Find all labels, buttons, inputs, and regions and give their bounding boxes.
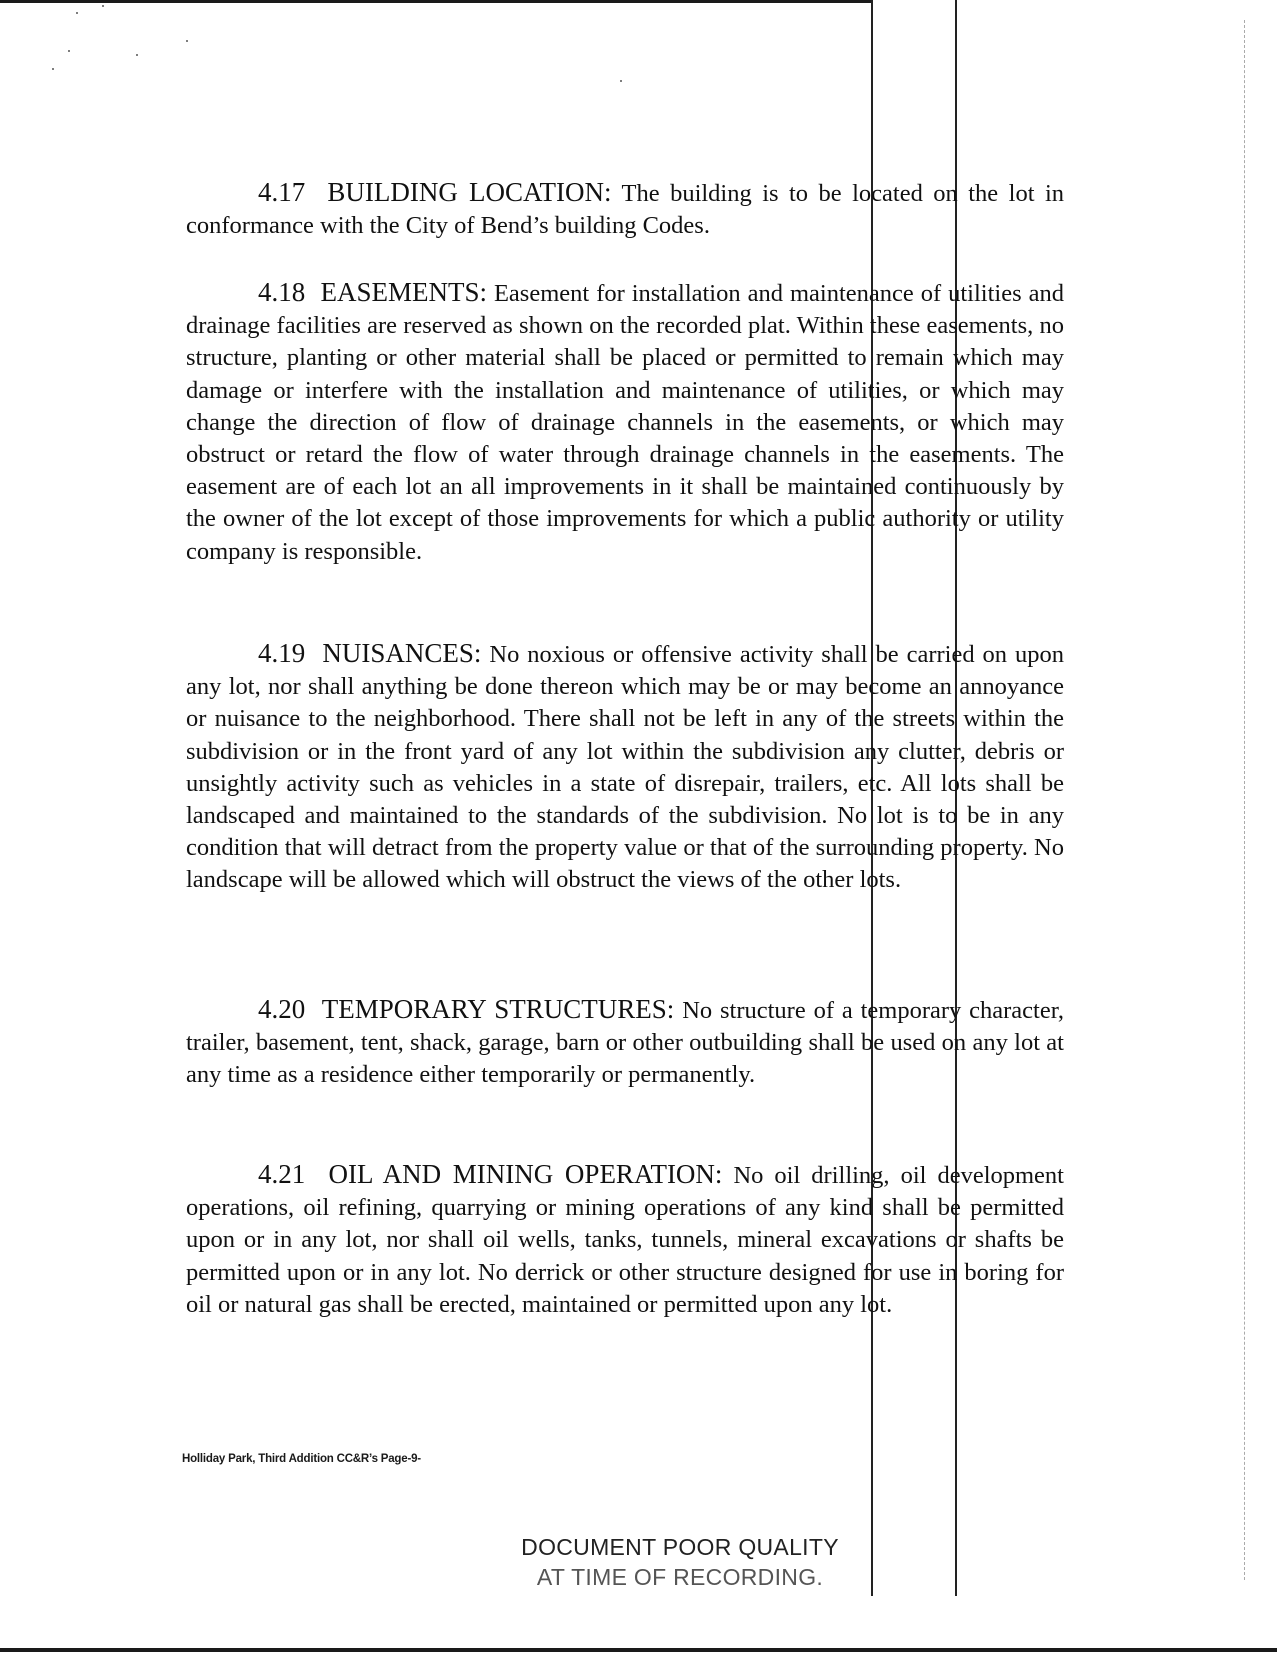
section-4-17 (186, 176, 1064, 242)
section-4-19 (186, 637, 1064, 897)
scan-speck (52, 68, 54, 70)
recording-quality-stamp (480, 1532, 880, 1592)
section-4-19-title: NUISANCES: (322, 638, 482, 668)
section-4-17-number: 4.17 (258, 177, 306, 207)
section-4-21-heading (258, 1159, 722, 1189)
section-4-20-heading (258, 994, 674, 1024)
stamp-line-1: DOCUMENT POOR QUALITY (521, 1534, 839, 1560)
section-4-18-number: 4.18 (258, 277, 306, 307)
scan-speck (68, 50, 70, 52)
section-4-21-title: OIL AND MINING OPERATION: (328, 1159, 723, 1189)
section-4-21 (186, 1158, 1064, 1321)
section-4-19-heading (258, 638, 481, 668)
section-4-18-body: Easement for installation and maintenance of utilities and drainage facilities are reserved as shown on the recorded plat. Within these easements, no structure, planting or other material shall be placed or permitted to remain which may damage or interfere with the installation and maintenance of utilities, or which may change the direction of flow of drainage channels in the easements, or which may obstruct or retard the flow of water through drainage channels in the easements. The easement are of each lot an all improvements in it shall be maintained continuously by the owner of the lot except of those improvements for which a public authority or utility company is responsible. (186, 280, 1064, 565)
scan-speck (186, 40, 188, 42)
section-4-21-body: No oil drilling, oil development operations, oil refining, quarrying or mining operations of any kind shall be permitted upon or in any lot, nor shall oil wells, tanks, tunnels, mineral excavations or shafts be permitted upon or in any lot. No derrick or other structure designed for use in boring for oil or natural gas shall be erected, maintained or permitted upon any lot. (186, 1162, 1064, 1318)
scan-speck (76, 12, 78, 14)
section-4-19-body: No noxious or offensive activity shall be carried on upon any lot, nor shall anything be done thereon which may be or may become an annoyance or nuisance to the neighborhood. There shall not be left in any of the streets within the subdivision or in the front yard of any lot within the subdivision any clutter, debris or unsightly activity such as vehicles in a state of disrepair, trailers, etc. All lots shall be landscaped and maintained to the standards of the subdivision. No lot is to be in any condition that will detract from the property value or that of the surrounding property. No landscape will be allowed which will obstruct the views of the other lots. (186, 641, 1064, 894)
section-4-20 (186, 993, 1064, 1092)
scan-speck (136, 54, 138, 56)
section-4-21-number: 4.21 (258, 1159, 306, 1189)
top-border-rule (0, 0, 872, 3)
scan-speck (620, 80, 622, 82)
section-4-19-number: 4.19 (258, 638, 306, 668)
page-footer-caption: Holliday Park, Third Addition CC&R’s Page-9- (182, 1453, 421, 1465)
scan-edge-noise (1244, 20, 1245, 1580)
section-4-17-title: BUILDING LOCATION: (327, 177, 612, 207)
stamp-line-2: AT TIME OF RECORDING. (536, 1564, 824, 1590)
section-4-20-title: TEMPORARY STRUCTURES: (321, 994, 675, 1024)
scan-speck (102, 5, 104, 7)
section-4-18-title: EASEMENTS: (320, 277, 487, 307)
section-4-18-heading (258, 277, 487, 307)
section-4-18 (186, 276, 1064, 568)
section-4-17-body: The building is to be located on the lot in conformance with the City of Bend’s building Codes. (186, 180, 1065, 240)
section-4-17-heading (258, 177, 611, 207)
section-4-20-number: 4.20 (258, 994, 306, 1024)
section-4-20-body: No structure of a temporary character, trailer, basement, tent, shack, garage, barn or other outbuilding shall be used on any lot at any time as a residence either temporarily or permanently. (186, 997, 1065, 1089)
bottom-border-rule (0, 1648, 1277, 1652)
